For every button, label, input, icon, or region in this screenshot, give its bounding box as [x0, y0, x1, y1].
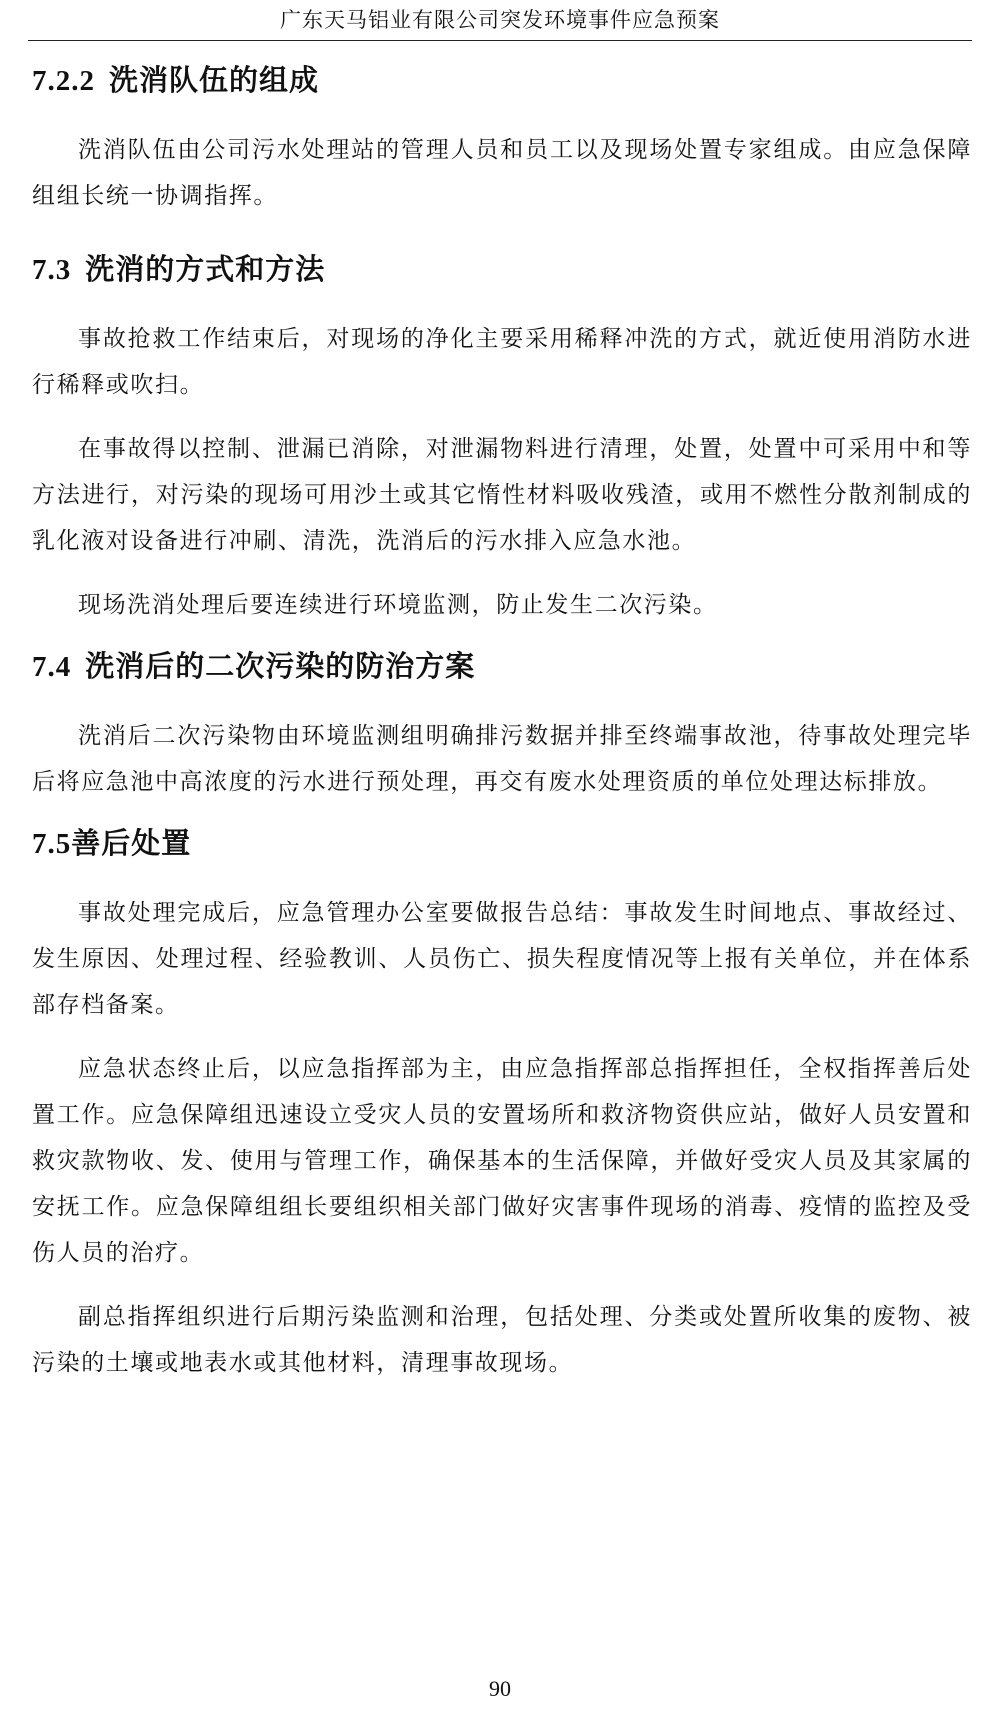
paragraph: 事故处理完成后，应急管理办公室要做报告总结：事故发生时间地点、事故经过、发生原因、处理过程、经验教训、人员伤亡、损失程度情况等上报有关单位，并在体系部存档备案。: [32, 900, 972, 1018]
page-header: 广东天马铝业有限公司突发环境事件应急预案: [28, 0, 972, 41]
paragraph: 洗消后二次污染物由环境监测组明确排污数据并排至终端事故池，待事故处理完毕后将应急池中高浓度的污水进行预处理，再交有废水处理资质的单位处理达标排放。: [32, 723, 972, 795]
paragraph: 现场洗消处理后要连续进行环境监测，防止发生二次污染。: [78, 592, 718, 618]
section-title: 洗消的方式和方法: [85, 252, 326, 286]
section-heading-7-4: [32, 646, 972, 687]
section-title: 善后处置: [71, 826, 192, 860]
section-heading-7-2-2: [32, 60, 972, 101]
section-heading-7-5: [32, 823, 972, 864]
section-number: 7.3: [32, 254, 72, 286]
paragraph: 在事故得以控制、泄漏已消除，对泄漏物料进行清理，处置，处置中可采用中和等方法进行，对污染的现场可用沙土或其它惰性材料吸收残渣，或用不燃性分散剂制成的乳化液对设备进行冲刷、清洗，洗消后的污水排入应急水池。: [32, 436, 972, 554]
paragraph: 洗消队伍由公司污水处理站的管理人员和员工以及现场处置专家组成。由应急保障组组长统一协调指挥。: [32, 137, 972, 209]
paragraph: 事故抢救工作结束后，对现场的净化主要采用稀释冲洗的方式，就近使用消防水进行稀释或吹扫。: [32, 326, 972, 398]
document-body: [32, 60, 972, 1386]
section-title: 洗消后的二次污染的防治方案: [85, 649, 476, 683]
paragraph: 副总指挥组织进行后期污染监测和治理，包括处理、分类或处置所收集的废物、被污染的土壤或地表水或其他材料，清理事故现场。: [32, 1304, 972, 1376]
page-number: 90: [489, 1676, 511, 1701]
section-number: 7.4: [32, 651, 72, 683]
paragraph: 应急状态终止后，以应急指挥部为主，由应急指挥部总指挥担任，全权指挥善后处置工作。应急保障组迅速设立受灾人员的安置场所和救济物资供应站，做好人员安置和救灾款物收、发、使用与管理工作，确保基本的生活保障，并做好受灾人员及其家属的安抚工作。应急保障组组长要组织相关部门做好灾害事件现场的消毒、疫情的监控及受伤人员的治疗。: [32, 1056, 972, 1266]
section-title: 洗消队伍的组成: [109, 63, 320, 97]
section-heading-7-3: [32, 249, 972, 290]
section-number: 7.5: [32, 828, 72, 860]
section-number: 7.2.2: [32, 65, 95, 97]
